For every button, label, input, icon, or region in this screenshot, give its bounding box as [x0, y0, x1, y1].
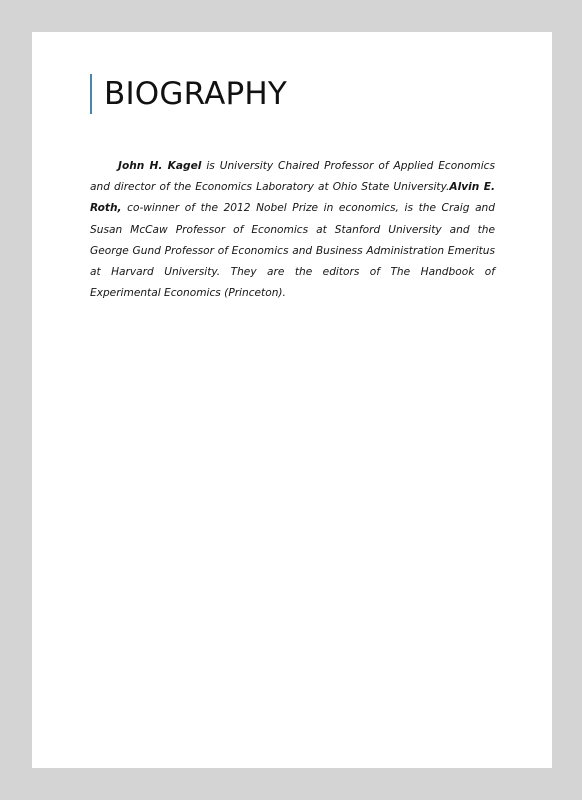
- author-bio-roth: co-winner of the 2012 Nobel Prize in economics, is the Craig and Susan McCaw Professor of Economics at Stanford University and the George Gund Professor of Economics and Business Administration Emeritus at Harvard University. They are the editors of The Handbook of Experimental Economics (Princeton).: [90, 202, 495, 300]
- document-page: [32, 32, 552, 768]
- title-block: [90, 74, 287, 114]
- biography-paragraph: [90, 156, 495, 304]
- page-title: BIOGRAPHY: [104, 75, 288, 112]
- author-bio-kagel: is University Chaired Professor of Applied Economics and director of the Economics Laboratory at Ohio State University.: [90, 160, 496, 194]
- author-name-roth: Alvin E. Roth,: [90, 181, 495, 215]
- author-name-kagel: John H. Kagel: [118, 160, 202, 172]
